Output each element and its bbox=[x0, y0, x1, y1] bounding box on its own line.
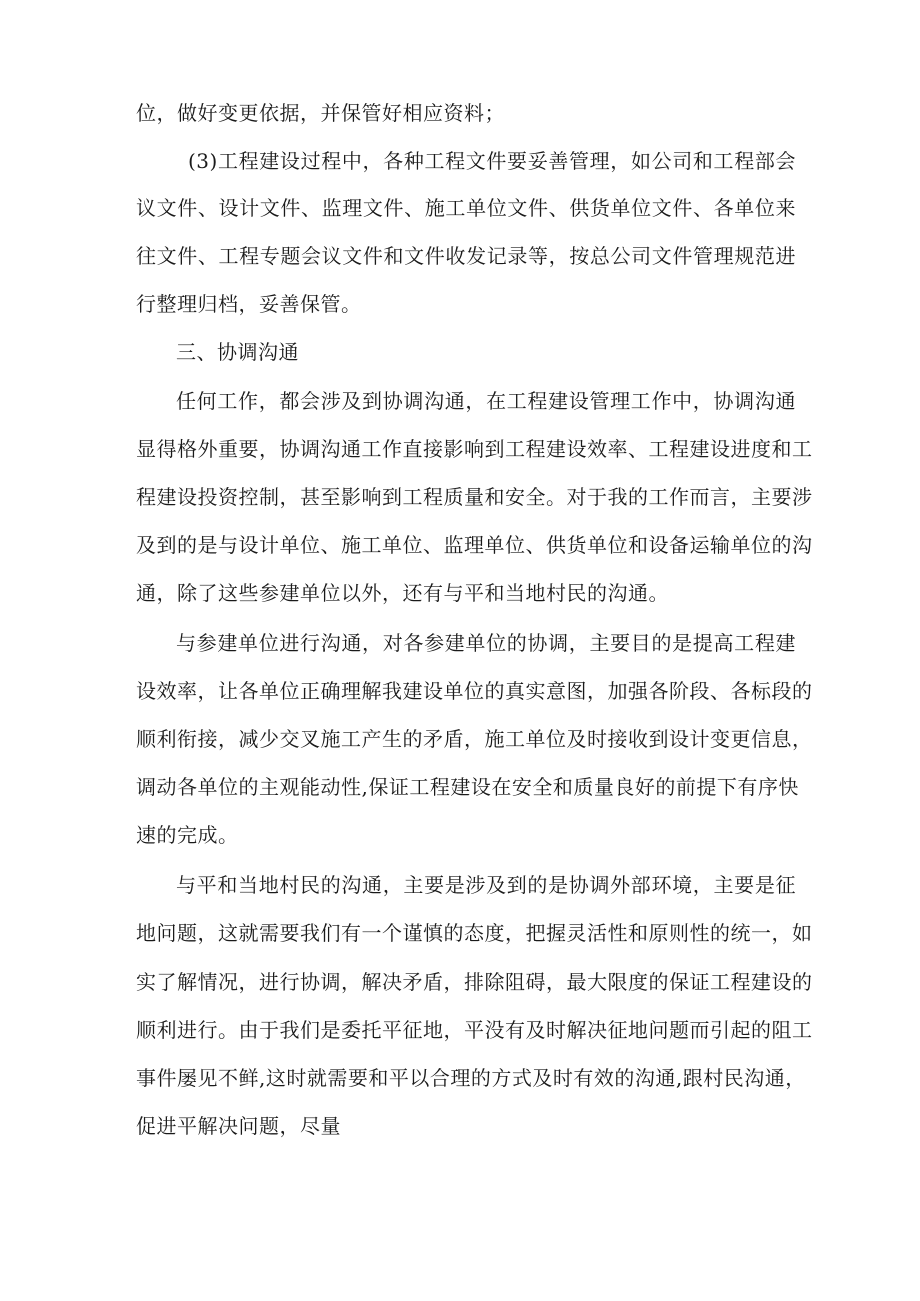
paragraph-line: 顺利进行。由于我们是委托平征地，平没有及时解决征地问题而引起的阻工 bbox=[136, 1018, 813, 1042]
paragraph-line: 地问题，这就需要我们有一个谨慎的态度，把握灵活性和原则性的统一，如 bbox=[136, 921, 813, 945]
paragraph-line: 与参建单位进行沟通，对各参建单位的协调，主要目的是提高工程建 bbox=[176, 631, 796, 655]
section-heading: 三、协调沟通 bbox=[176, 340, 299, 364]
paragraph-line: 行整理归档，妥善保管。 bbox=[136, 292, 362, 316]
paragraph-line: 及到的是与设计单位、施工单位、监理单位、供货单位和设备运输单位的沟 bbox=[136, 533, 813, 557]
paragraph-line: 调动各单位的主观能动性,保证工程建设在安全和质量良好的前提下有序快 bbox=[136, 775, 799, 799]
paragraph-line: 显得格外重要，协调沟通工作直接影响到工程建设效率、工程建设进度和工 bbox=[136, 437, 813, 461]
paragraph-line: 促进平解决问题，尽量 bbox=[136, 1114, 341, 1138]
paragraph-line: 通，除了这些参建单位以外，还有与平和当地村民的沟通。 bbox=[136, 581, 669, 605]
paragraph-line: 顺利衔接，减少交叉施工产生的矛盾，施工单位及时接收到设计变更信息， bbox=[136, 727, 813, 751]
paragraph-line: 实了解情况，进行协调，解决矛盾，排除阻碍，最大限度的保证工程建设的 bbox=[136, 970, 813, 994]
paragraph-line: 速的完成。 bbox=[136, 823, 239, 847]
paragraph-line: 与平和当地村民的沟通，主要是涉及到的是协调外部环境，主要是征 bbox=[176, 873, 796, 897]
paragraph-line: 议文件、设计文件、监理文件、施工单位文件、供货单位文件、各单位来 bbox=[136, 196, 796, 220]
paragraph-line: 事件屡见不鲜,这时就需要和平以合理的方式及时有效的沟通,跟村民沟通， bbox=[136, 1066, 806, 1090]
paragraph-line: 程建设投资控制，甚至影响到工程质量和安全。对于我的工作而言，主要涉 bbox=[136, 485, 813, 509]
paragraph-line: (3)工程建设过程中，各种工程文件要妥善管理，如公司和工程部会 bbox=[188, 149, 796, 173]
paragraph-line: 任何工作，都会涉及到协调沟通，在工程建设管理工作中，协调沟通 bbox=[176, 389, 796, 413]
paragraph-line: 设效率，让各单位正确理解我建设单位的真实意图，加强各阶段、各标段的 bbox=[136, 679, 813, 703]
paragraph-line: 位，做好变更依据，并保管好相应资料； bbox=[136, 101, 505, 125]
paragraph-line: 往文件、工程专题会议文件和文件收发记录等，按总公司文件管理规范进 bbox=[136, 244, 796, 268]
